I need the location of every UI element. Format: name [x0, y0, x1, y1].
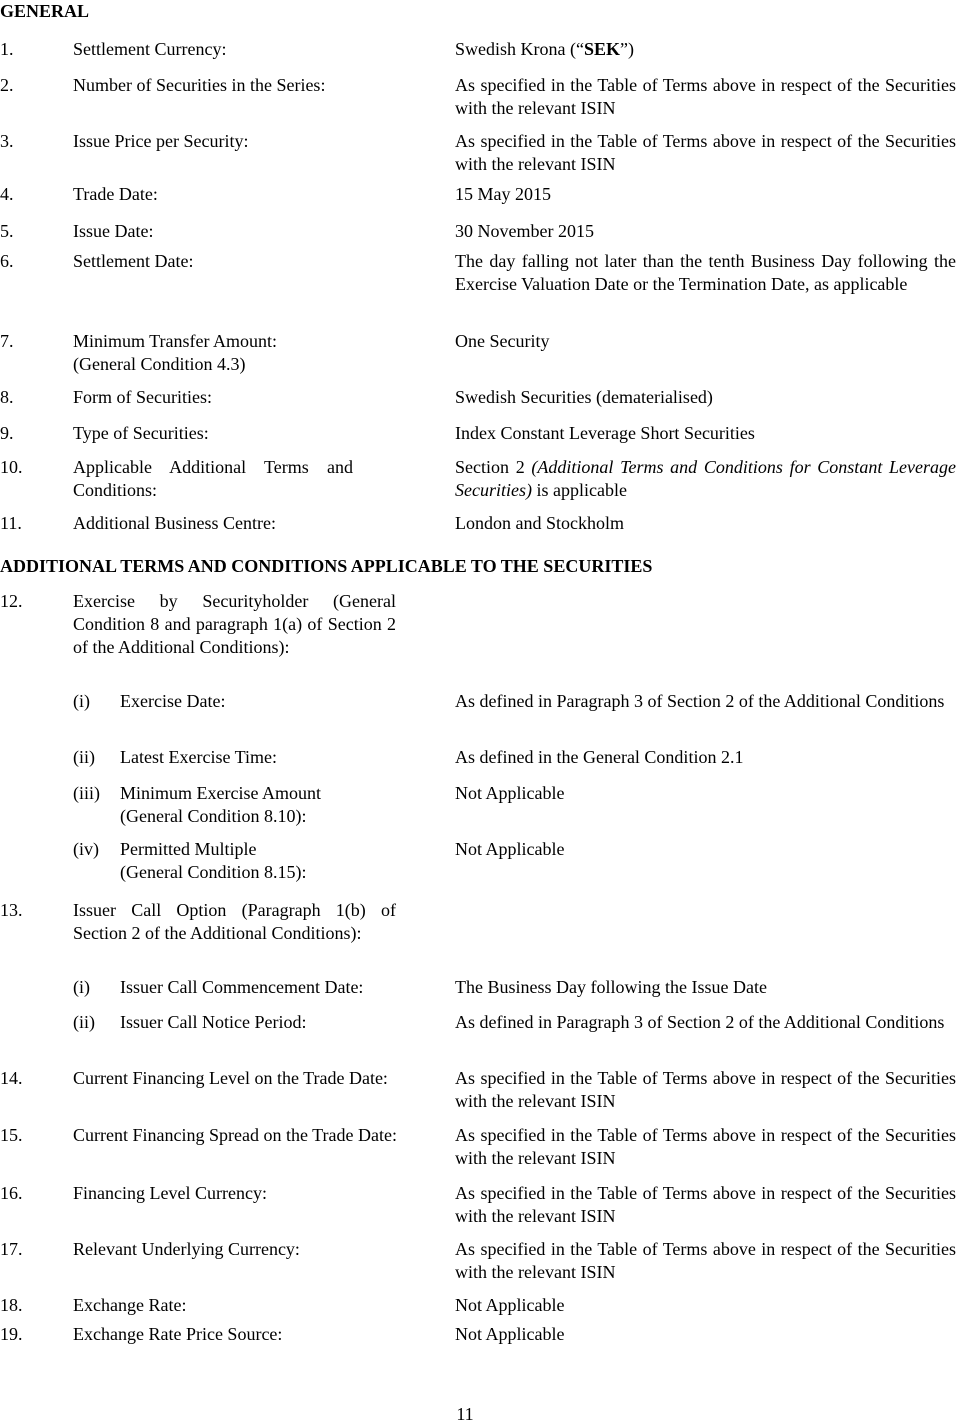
item-value: Swedish Krona (“SEK”) [455, 39, 634, 59]
item-label: Issue Price per Security: [73, 131, 249, 151]
item-label: Type of Securities: [73, 423, 209, 443]
item-value: As specified in the Table of Terms above in respect of the Securities with the relevant ISIN [455, 1125, 956, 1168]
item-label: Trade Date: [73, 184, 158, 204]
item-label: Additional Business Centre: [73, 513, 276, 533]
section-heading-additional-terms: ADDITIONAL TERMS AND CONDITIONS APPLICABLE TO THE SECURITIES [0, 556, 653, 576]
item-number: 6. [0, 251, 14, 271]
item-number: 11. [0, 513, 22, 533]
page-number: 11 [456, 1404, 474, 1424]
item-value: 30 November 2015 [455, 221, 594, 241]
item-label: Current Financing Spread on the Trade Date: [73, 1125, 397, 1145]
item-value: As specified in the Table of Terms above in respect of the Securities with the relevant ISIN [455, 1239, 956, 1282]
subitem-number: (iv) [73, 839, 99, 859]
subitem-label: Issuer Call Commencement Date: [120, 977, 364, 997]
item-number: 7. [0, 331, 14, 351]
item-value: One Security [455, 331, 550, 351]
item-number: 18. [0, 1295, 23, 1315]
subitem-number: (i) [73, 977, 90, 997]
item-number: 4. [0, 184, 14, 204]
subitem-value: Not Applicable [455, 783, 565, 803]
item-value: 15 May 2015 [455, 184, 551, 204]
subitem-number: (iii) [73, 783, 100, 803]
item-label: Settlement Date: [73, 251, 194, 271]
subitem-value: Not Applicable [455, 839, 565, 859]
item-value: The day falling not later than the tenth Business Day following the Exercise Valuation Date or the Termination Date, as applicable [455, 251, 956, 294]
item-value: Not Applicable [455, 1295, 565, 1315]
item-number: 9. [0, 423, 14, 443]
item-number: 3. [0, 131, 14, 151]
subitem-label: Latest Exercise Time: [120, 747, 277, 767]
item-number: 12. [0, 591, 23, 611]
item-number: 1. [0, 39, 14, 59]
subitem-label: Issuer Call Notice Period: [120, 1012, 307, 1032]
item-label: Number of Securities in the Series: [73, 75, 326, 95]
subitem-number: (ii) [73, 747, 95, 767]
item-label: Issue Date: [73, 221, 154, 241]
item-label: Relevant Underlying Currency: [73, 1239, 300, 1259]
subitem-value: The Business Day following the Issue Date [455, 977, 767, 997]
item-label: Settlement Currency: [73, 39, 227, 59]
item-value: As specified in the Table of Terms above in respect of the Securities with the relevant ISIN [455, 75, 956, 118]
item-number: 2. [0, 75, 14, 95]
item-value: Index Constant Leverage Short Securities [455, 423, 755, 443]
item-label-condition: (General Condition 4.3) [73, 354, 246, 374]
item-number: 10. [0, 457, 23, 477]
subitem-label: Permitted Multiple [120, 839, 257, 859]
item-label: Current Financing Level on the Trade Date: [73, 1068, 388, 1088]
item-value: Section 2 (Additional Terms and Conditions for Constant Leverage Securities) is applicable [455, 457, 956, 500]
subitem-value: As defined in Paragraph 3 of Section 2 of the Additional Conditions [455, 1012, 945, 1032]
item-number: 15. [0, 1125, 23, 1145]
item-label: Minimum Transfer Amount: [73, 331, 278, 351]
item-number: 17. [0, 1239, 23, 1259]
item-value: As specified in the Table of Terms above in respect of the Securities with the relevant ISIN [455, 131, 956, 174]
item-label: Exchange Rate Price Source: [73, 1324, 283, 1344]
item-number: 13. [0, 900, 23, 920]
item-value: As specified in the Table of Terms above in respect of the Securities with the relevant ISIN [455, 1068, 956, 1111]
item-number: 19. [0, 1324, 23, 1344]
item-number: 14. [0, 1068, 23, 1088]
subitem-value: As defined in the General Condition 2.1 [455, 747, 744, 767]
subitem-number: (i) [73, 691, 90, 711]
item-label: Form of Securities: [73, 387, 212, 407]
item-value: London and Stockholm [455, 513, 624, 533]
item-value: Swedish Securities (dematerialised) [455, 387, 713, 407]
subitem-value: As defined in Paragraph 3 of Section 2 of the Additional Conditions [455, 691, 945, 711]
item-label: Applicable Additional Terms and Conditions: [73, 457, 353, 500]
subitem-number: (ii) [73, 1012, 95, 1032]
item-label: Financing Level Currency: [73, 1183, 267, 1203]
item-value: As specified in the Table of Terms above in respect of the Securities with the relevant ISIN [455, 1183, 956, 1226]
subitem-label-condition: (General Condition 8.10): [120, 806, 307, 826]
item-number: 16. [0, 1183, 23, 1203]
item-label: Exchange Rate: [73, 1295, 187, 1315]
item-value: Not Applicable [455, 1324, 565, 1344]
item-label: Exercise by Securityholder (General Condition 8 and paragraph 1(a) of Section 2 of the Additional Conditions): [73, 591, 396, 657]
subitem-label: Exercise Date: [120, 691, 226, 711]
item-number: 5. [0, 221, 14, 241]
subitem-label-condition: (General Condition 8.15): [120, 862, 307, 882]
item-number: 8. [0, 387, 14, 407]
section-heading-general: GENERAL [0, 1, 90, 21]
subitem-label: Minimum Exercise Amount [120, 783, 321, 803]
item-label: Issuer Call Option (Paragraph 1(b) of Section 2 of the Additional Conditions): [73, 900, 396, 943]
